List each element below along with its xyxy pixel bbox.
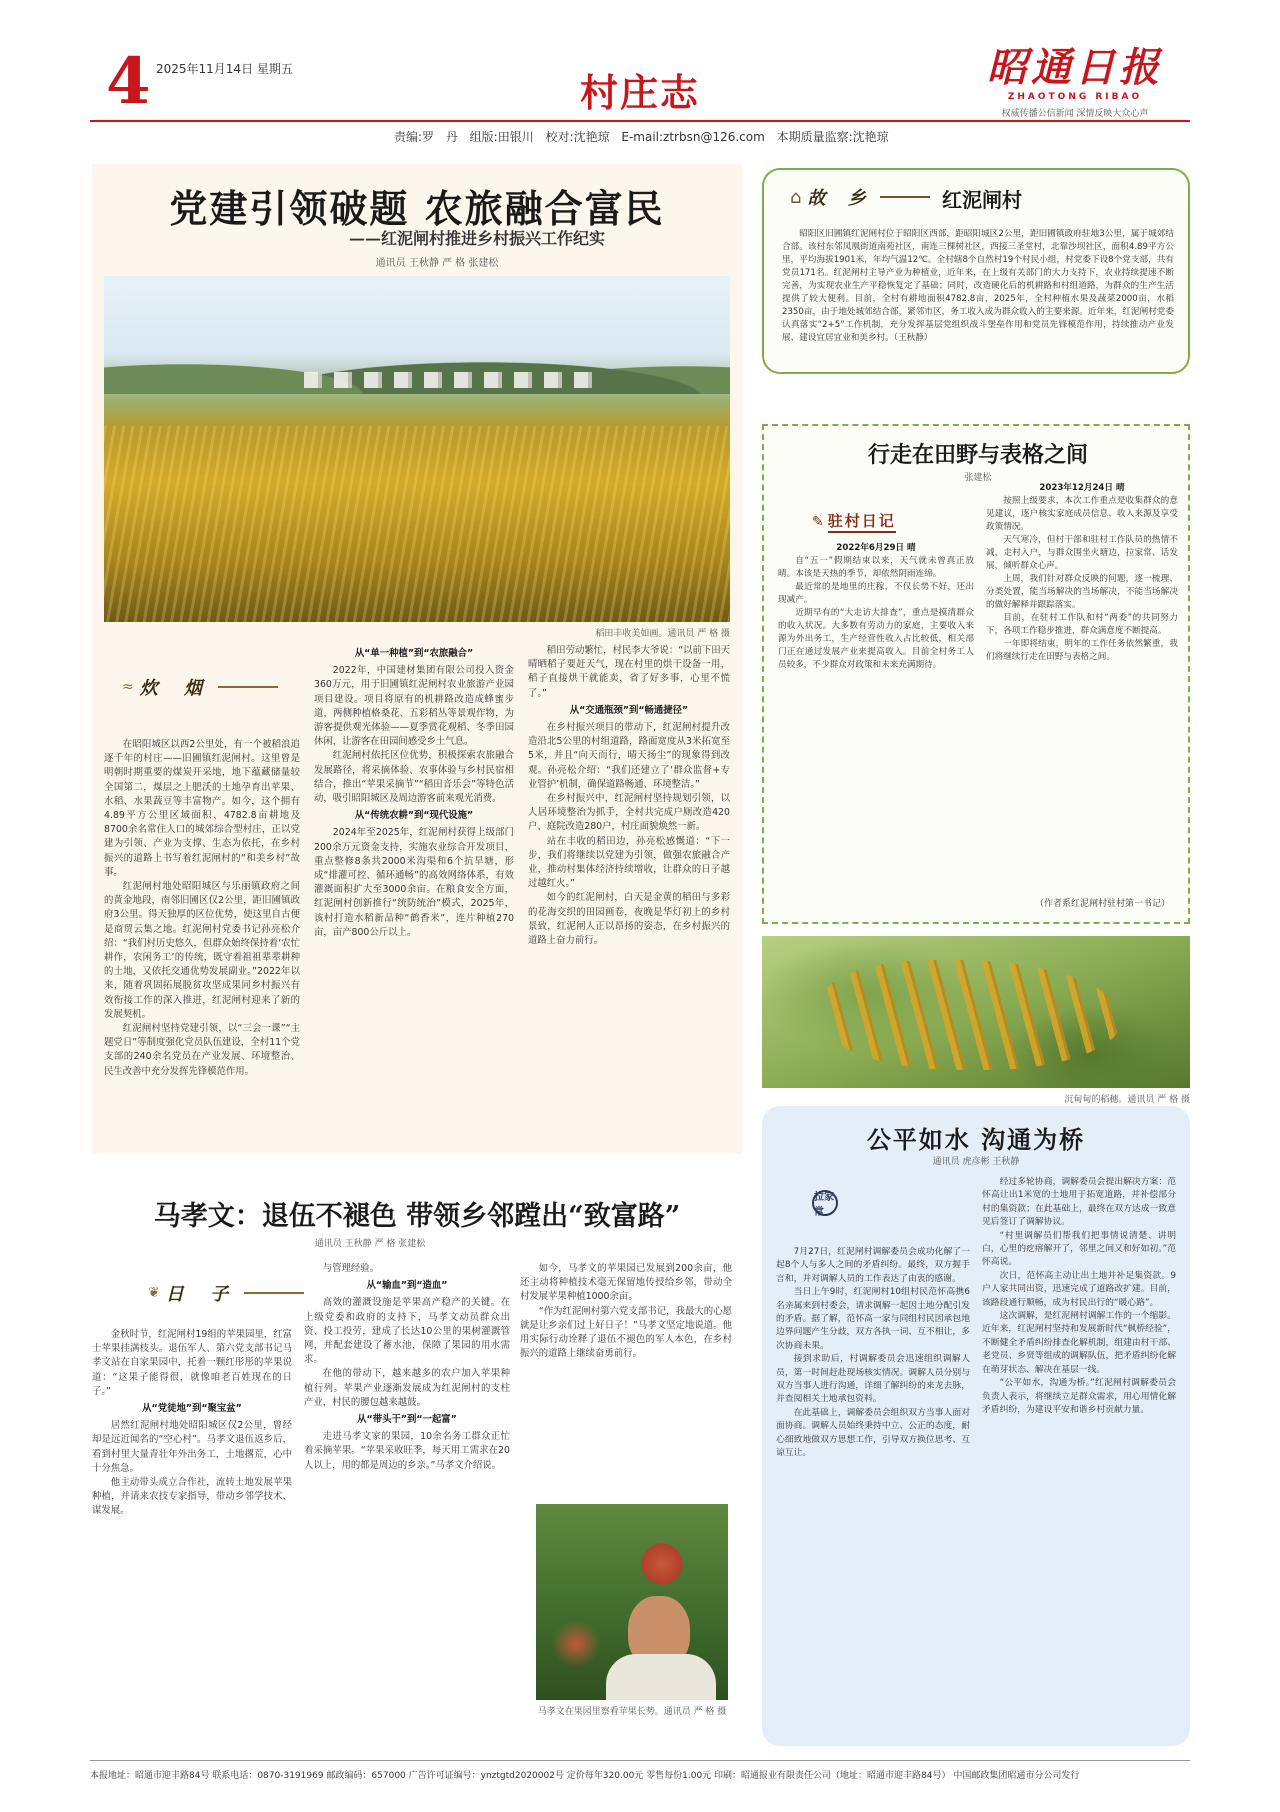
rice-field-photo: [104, 276, 730, 622]
article-paragraph: 2022年，中国建材集团有限公司投入资金360万元，用于旧圃镇红泥闸村农业旅游产业园项目建设。项目将原有的机耕路改造成蜂蜜步道，两侧种植格桑花、五彩稻丛等景观作物，为游客提供观光体验——夏季赏花观稻、冬季田园休闲，让游客在田园间感受乡土气息。: [314, 665, 514, 748]
diary-paragraph: 上周，我们针对群众反映的问题，逐一梳理、分类处置，能当场解决的当场解决，不能当场解决的做好解释并跟踪落实。: [986, 574, 1178, 610]
farmer-shirt: [606, 1654, 716, 1700]
article-paragraph: 如今，马孝文的苹果园已发展到200余亩，他还主动将种植技术毫无保留地传授给乡邻，带动全村发展苹果种植1000余亩。: [520, 1263, 732, 1303]
tag-underline: [244, 1292, 304, 1294]
story-column-2: [304, 1262, 510, 1748]
rice-ears: [822, 960, 1122, 1070]
story-byline: 通讯员 王秋静 严 格 张建松: [314, 1239, 426, 1249]
article-paragraph: 7月27日，红泥闸村调解委员会成功化解了一起8个人与多人之间的矛盾纠纷。最终，双方握手言和，并对调解人员的工作表达了由衷的感谢。: [776, 1247, 970, 1284]
story-column-3: [520, 1262, 732, 1498]
masthead: [90, 30, 1190, 148]
farmer-photo-caption: 马孝文在果园里察看苹果长势。通讯员 严 格 摄: [537, 1707, 727, 1717]
mediation-byline: 通讯员 虎彦彬 王秋静: [932, 1157, 1020, 1167]
article-paragraph: 在乡村振兴中，红泥闸村坚持规划引领，以人居环境整治为抓手，全村共完成户厕改造420户、庭院改造280户，村庄面貌焕然一新。: [528, 793, 730, 833]
village-profile-text: 昭阳区旧圃镇红泥闸村位于昭阳区西部，距昭阳城区2公里，距旧圃镇政府驻地3公里，属于城郊结合部。该村东邻凤凰街道南苑社区，南连三棵树社区，西接三圣堂村，北靠沙坝社区，面积4.89平方公里，平均海拔1901米，年均气温12℃。全村辖8个自然村19个村民小组，村党委下设8个党支部，共有党员171名。红泥闸村主导产业为种植业，近年来，在上级有关部门的大力支持下，农业持续提速不断完善，为实现农业生产平稳恢复定了基础；同时，改造硬化后的机耕路和村组道路，为群众的生产生活提供了较大便利。目前，全村有耕地面积4782.8亩，2025年，全村种植水果及蔬菜2000亩，水稻2350亩，由于地处城郊结合部，紧邻市区，务工收入成为群众收入的主要来源。近年来，红泥闸村党委认真落实“2+5”工作机制，充分发挥基层党组织战斗堡垒作用和党员先锋模范作用，持续推动产业发展、建设宜居宜业和美乡村。（王秋静）: [782, 229, 1174, 343]
article-paragraph: 红泥闸村依托区位优势，积极探索农旅融合发展路径，将采摘体验、农事体验与乡村民宿相结合，推出“苹果采摘节”“稻田音乐会”等特色活动，吸引昭阳城区及周边游客前来观光消费。: [314, 750, 514, 805]
column-tag-label: 炊 烟: [139, 678, 213, 699]
feature-subhead: ——红泥闸村推进乡村振兴工作纪实: [348, 229, 605, 248]
column-tag-rizi: [148, 1280, 304, 1306]
diary-title: 行走在田野与表格之间: [867, 442, 1088, 468]
article-subhead: 从“单一种植”到“农旅融合”: [354, 648, 474, 659]
newspaper-logo: [970, 46, 1180, 119]
article-paragraph: 次日，范怀高主动让出土地并补足集资款。9户人家共同出资，迅速完成了道路改扩建。目前，该路段通行顺畅，成为村民出行的“暖心路”。: [982, 1270, 1176, 1308]
mediation-column-1: [776, 1246, 970, 1736]
diary-paragraph: 一年即将结束，明年的工作任务依然繁重，我们将继续行走在田野与表格之间。: [986, 639, 1178, 662]
rice-ears-caption: 沉甸甸的稻穗。通讯员 严 格 摄: [1064, 1095, 1190, 1105]
story-headline: 马孝文：退伍不褪色 带领乡邻蹚出“致富路”: [153, 1201, 681, 1232]
column-tag-diary: [812, 510, 896, 533]
article-paragraph: 在乡村振兴项目的带动下，红泥闸村提升改造沿北5公里的村组道路，路面宽度从3米拓宽至5米，并且“向天而行，晴天扬尘”的现象得到改观。孙亮松介绍：“我们还建立了‘群众监督+专业管护’机制，确保道路畅通、环境整洁。”: [528, 722, 730, 790]
article-paragraph: 在此基础上，调解委员会组织双方当事人面对面协商。调解人员始终秉持中立、公正的态度，耐心细致地做双方思想工作，引导双方换位思考、互谅互让。: [776, 1407, 970, 1459]
village-name: 红泥闸村: [942, 188, 1022, 212]
column-tag-lajiachang: [812, 1190, 838, 1216]
column-tag-label: 驻村日记: [828, 510, 896, 533]
article-paragraph: 经过多轮协商，调解委员会提出解决方案：范怀高让出1米宽的土地用于拓宽道路，并补偿部分村的集资款；在此基础上，最终在双方达成一致意见后签订了调解协议。: [982, 1177, 1176, 1228]
article-paragraph: 2024年至2025年，红泥闸村获得上级部门200余万元资金支持，实施农业综合开发项目，重点整修8条共2000米沟渠和6个抗旱塘，形成“排灌可控、循环通畅”的高效网络体系，有效灌溉面积扩大至3000余亩。在粮食安全方面，红泥闸村创新推行“统防统治”模式，2025年，该村打造水稻新品种“鹤香米”，连片种植270亩，亩产800公斤以上。: [314, 827, 514, 938]
article-paragraph: 站在丰收的稻田边，孙亮松感慨道：“下一步，我们将继续以党建为引领，做强农旅融合产业，推动村集体经济持续增收，让群众的日子越过越红火。”: [528, 835, 730, 890]
feature-column-3: [528, 644, 730, 1148]
smoke-icon: ≈: [122, 679, 134, 695]
hometown-box: [762, 168, 1190, 374]
article-paragraph: 居然红泥闸村地处昭阳城区仅2公里，曾经却是远近闻名的“空心村”。马孝文退伍返乡后，看到村里大量青壮年外出务工，土地撂荒，心中十分焦急。: [92, 1420, 292, 1474]
newspaper-slogan: 权威传播公信新闻 深情反映大众心声: [1001, 109, 1149, 119]
column-tag-label: 拉家常: [814, 1192, 834, 1218]
article-paragraph: 金秋时节，红泥闸村19组的苹果园里，红富士苹果挂满枝头。退伍军人、第六党支部书记马孝文站在自家果园中，托着一颗红彤彤的苹果说道：“这果子能得很，就像咱老百姓现在的日子。”: [92, 1329, 292, 1397]
article-paragraph: 如今的红泥闸村，白天是金黄的稻田与多彩的花海交织的田园画卷，夜晚是华灯初上的乡村景致，红泥闸人正以昂扬的姿态，在乡村振兴的道路上奋力前行。: [528, 892, 730, 947]
feature-column-1: [104, 738, 300, 1148]
newspaper-pinyin: ZHAOTONG RIBAO: [1007, 92, 1143, 102]
article-paragraph: 在昭阳城区以西2公里处，有一个被稻浪追逐千年的村庄——旧圃镇红泥闸村。这里曾是明朝时期重要的煤炭开采地，地下蕴藏储量较全国第二，煤层之上肥沃的土地孕育出苹果、水稻、水果蔬豆等丰富物产。如今，这个拥有4.89平方公里区域面积、4782.8亩耕地及8700余名常住人口的城郊综合型村庄，正以党建为引领、产业为支撑、生态为依托，在乡村振兴的道路上书写着红泥闸村的“和美乡村”故事。: [104, 739, 300, 878]
diary-paragraph: 自“五一”假期结束以来，天气就未曾真正放晴。本该是天热的季节，却依然阴雨连绵。: [778, 556, 974, 579]
article-paragraph: “公平如水，沟通为桥。”红泥闸村调解委员会负责人表示，将继续立足群众需求，用心用情化解矛盾纠纷，为建设平安和谐乡村贡献力量。: [982, 1378, 1176, 1415]
feature-article: [92, 164, 742, 1154]
article-subhead: 从“党徒地”到“聚宝盆”: [142, 1403, 242, 1415]
article-paragraph: 当日上午9时，红泥闸村10组村民范怀高携6名亲属来到村委会，请求调解一起因土地分配引发的矛盾。据了解，范怀高一家与同组村民因承包地边界问题产生分歧，双方各执一词、互不相让，多次协商未果。: [776, 1287, 970, 1351]
feature-byline: 通讯员 王秋静 严 格 张建松: [375, 258, 499, 269]
rice-ears-photo: [762, 936, 1190, 1088]
diary-paragraph: 目前，在驻村工作队和村“两委”的共同努力下，各项工作稳步推进，群众满意度不断提高。: [986, 613, 1178, 636]
leaf-icon: ❦: [148, 1285, 160, 1301]
diary-column-2: [986, 482, 1178, 894]
article-paragraph: 与管理经验。: [322, 1263, 380, 1274]
village-houses: [304, 372, 604, 388]
house-icon: ⌂: [790, 186, 802, 208]
diary-paragraph: 最近常的是地里的庄稼，不仅长势不好，还出现减产。: [778, 582, 974, 605]
article-subhead: 从“传统农耕”到“现代设施”: [354, 810, 474, 822]
diary-paragraph: 天气寒冷，但村干部和驻村工作队员的热情不减，走村入户，与群众围坐火塘边，拉家常、话发展，倾听群众心声。: [986, 535, 1178, 571]
page-number: 4: [106, 44, 151, 119]
diary-box: [762, 424, 1190, 924]
footer-divider: [90, 1760, 1190, 1761]
notebook-icon: ✎: [812, 513, 824, 530]
diary-date: 2023年12月24日 晴: [1039, 483, 1125, 493]
masthead-divider: [90, 120, 1190, 122]
article-paragraph: 红泥闸村地处昭阳城区与乐丽镇政府之间的黄金地段，南邻旧圃区仅2公里，距旧圃镇政府3公里。得天独厚的区位优势，使这里自古便是商贸云集之地。红泥闸村党委书记孙亮松介绍：“我们村历史悠久，但群众始终保持着‘农忙耕作，农闲务工’的传统，既守着祖祖辈辈耕种的土地，又依托交通优势发展副业。”2022年以来，随着巩固拓展脱贫攻坚成果同乡村振兴有效衔接工作的深入推进，红泥闸村迎来了新的发展契机。: [104, 881, 300, 1020]
footer-imprint: 本报地址：昭通市迎丰路84号 联系电话：0870-3191969 邮政编码：657000 广告许可证编号：ynztgtd2020002号 定价每年320.00元 零售每份1.00元 印刷：昭通报业有限责任公司（地址：昭通市迎丰路84号） 中国邮政集团昭通市分公司发行: [90, 1771, 1080, 1781]
column-tag-label: 故 乡: [807, 188, 874, 209]
feature-headline: 党建引领破题 农旅融合富民: [169, 186, 665, 231]
article-paragraph: 稻田劳动繁忙，村民李大爷说：“以前下田天晴晒稻子要赶天气，现在村里的烘干设备一用，稻子直接烘干就能卖，省了好多事，心里不慌了。”: [528, 645, 730, 699]
diary-signature: （作者系红泥闸村驻村第一书记）: [1034, 899, 1170, 909]
article-paragraph: “作为红泥闸村第六党支部书记，我最大的心愿就是让乡亲们过上好日子！”马孝文坚定地说道。他用实际行动诠释了退伍不褪色的军人本色，在乡村振兴的道路上继续奋勇前行。: [520, 1305, 732, 1360]
column-tag-chuiyan: [122, 674, 278, 700]
rice-paddy: [104, 426, 730, 622]
diary-date: 2022年6月29日 晴: [836, 543, 916, 553]
village-profile: [782, 228, 1174, 366]
feature-column-2: [314, 644, 514, 1148]
tag-underline: [880, 196, 930, 198]
diary-author: 张建松: [964, 473, 992, 483]
newspaper-name: 昭通日报: [987, 44, 1163, 91]
tag-underline: [218, 686, 278, 688]
article-paragraph: “村里调解员们帮我们把事情说清楚、讲明白，心里的疙瘩解开了，邻里之间又和好如初。”范怀高说。: [982, 1230, 1176, 1268]
diary-column-1: [778, 542, 974, 890]
article-paragraph: 接到求助后，村调解委员会迅速组织调解人员，第一时间赶赴现场核实情况。调解人员分别与双方当事人进行沟通，详细了解纠纷的来龙去脉，并查阅相关土地承包资料。: [776, 1354, 970, 1405]
article-subhead: 从“交通瓶颈”到“畅通捷径”: [569, 704, 689, 716]
story-column-1: [92, 1328, 292, 1748]
column-tag-label: 日 子: [165, 1284, 239, 1305]
diary-paragraph: 按照上级要求，本次工作重点是收集群众的意见建议，逐户核实家庭成员信息、收入来源及享受政策情况。: [986, 496, 1178, 532]
mediation-headline: 公平如水 沟通为桥: [866, 1125, 1086, 1154]
article-paragraph: 走进马孝文家的果园，10余名务工群众正忙着采摘苹果。“苹果采收旺季，每天用工需求在20人以上，用的都是周边的乡亲。”马孝文介绍说。: [304, 1431, 510, 1471]
rice-photo-caption: 稻田丰收美如画。通讯员 严 格 摄: [595, 629, 730, 639]
diary-paragraph: 近期早有的“大走访大排查”，重点是摸清群众的收入状况。大多数有劳动力的家庭，主要收入来源为外出务工，生产经营性收入占比较低，相关部门正在通过发展产业来提高收入。目前全村务工人员较多，不少群众对政策和未来充满期待。: [778, 608, 974, 670]
article-subhead: 从“输血”到“造血”: [366, 1280, 448, 1292]
article-paragraph: 在他的带动下，越来越多的农户加入苹果种植行列。苹果产业逐渐发展成为红泥闸村的支柱产业，村民的腰包越来越鼓。: [304, 1368, 510, 1408]
editor-credits: 责编:罗 丹 组版:田银川 校对:沈艳琼 E-mail:ztrbsn@126.com 本期质量监察:沈艳琼: [394, 130, 889, 144]
farmer-photo: [536, 1504, 728, 1700]
article-paragraph: 红泥闸村坚持党建引领，以“三会一课”“主题党日”等制度强化党员队伍建设，全村11个党支部的240余名党员在产业发展、环境整治、民生改善中充分发挥先锋模范作用。: [104, 1023, 300, 1077]
mediation-column-2: [982, 1176, 1176, 1736]
mediation-article: [762, 1106, 1190, 1746]
article-paragraph: 高效的灌溉设施是苹果高产稳产的关键。在上级党委和政府的支持下，马孝文动员群众出资、投工投劳，建成了长达10公里的果树灌溉管网，并配套建设了蓄水池，保障了果园的用水需求。: [304, 1297, 510, 1366]
section-title: 村庄志: [580, 70, 701, 115]
issue-date: 2025年11月14日 星期五: [156, 62, 293, 76]
article-paragraph: 这次调解，是红泥闸村调解工作的一个缩影。近年来，红泥闸村坚持和发展新时代“枫桥经验”，不断健全矛盾纠纷排查化解机制，组建由村干部、老党员、乡贤等组成的调解队伍，把矛盾纠纷化解在萌芽状态、解决在基层一线。: [982, 1311, 1176, 1375]
column-tag-guxiang: [790, 184, 930, 210]
article-paragraph: 他主动带头成立合作社，流转土地发展苹果种植，并请来农技专家指导，带动乡邻学技术、谋发展。: [92, 1477, 292, 1517]
tag-circle: [812, 1190, 838, 1216]
article-subhead: 从“带头干”到“一起富”: [357, 1414, 457, 1426]
